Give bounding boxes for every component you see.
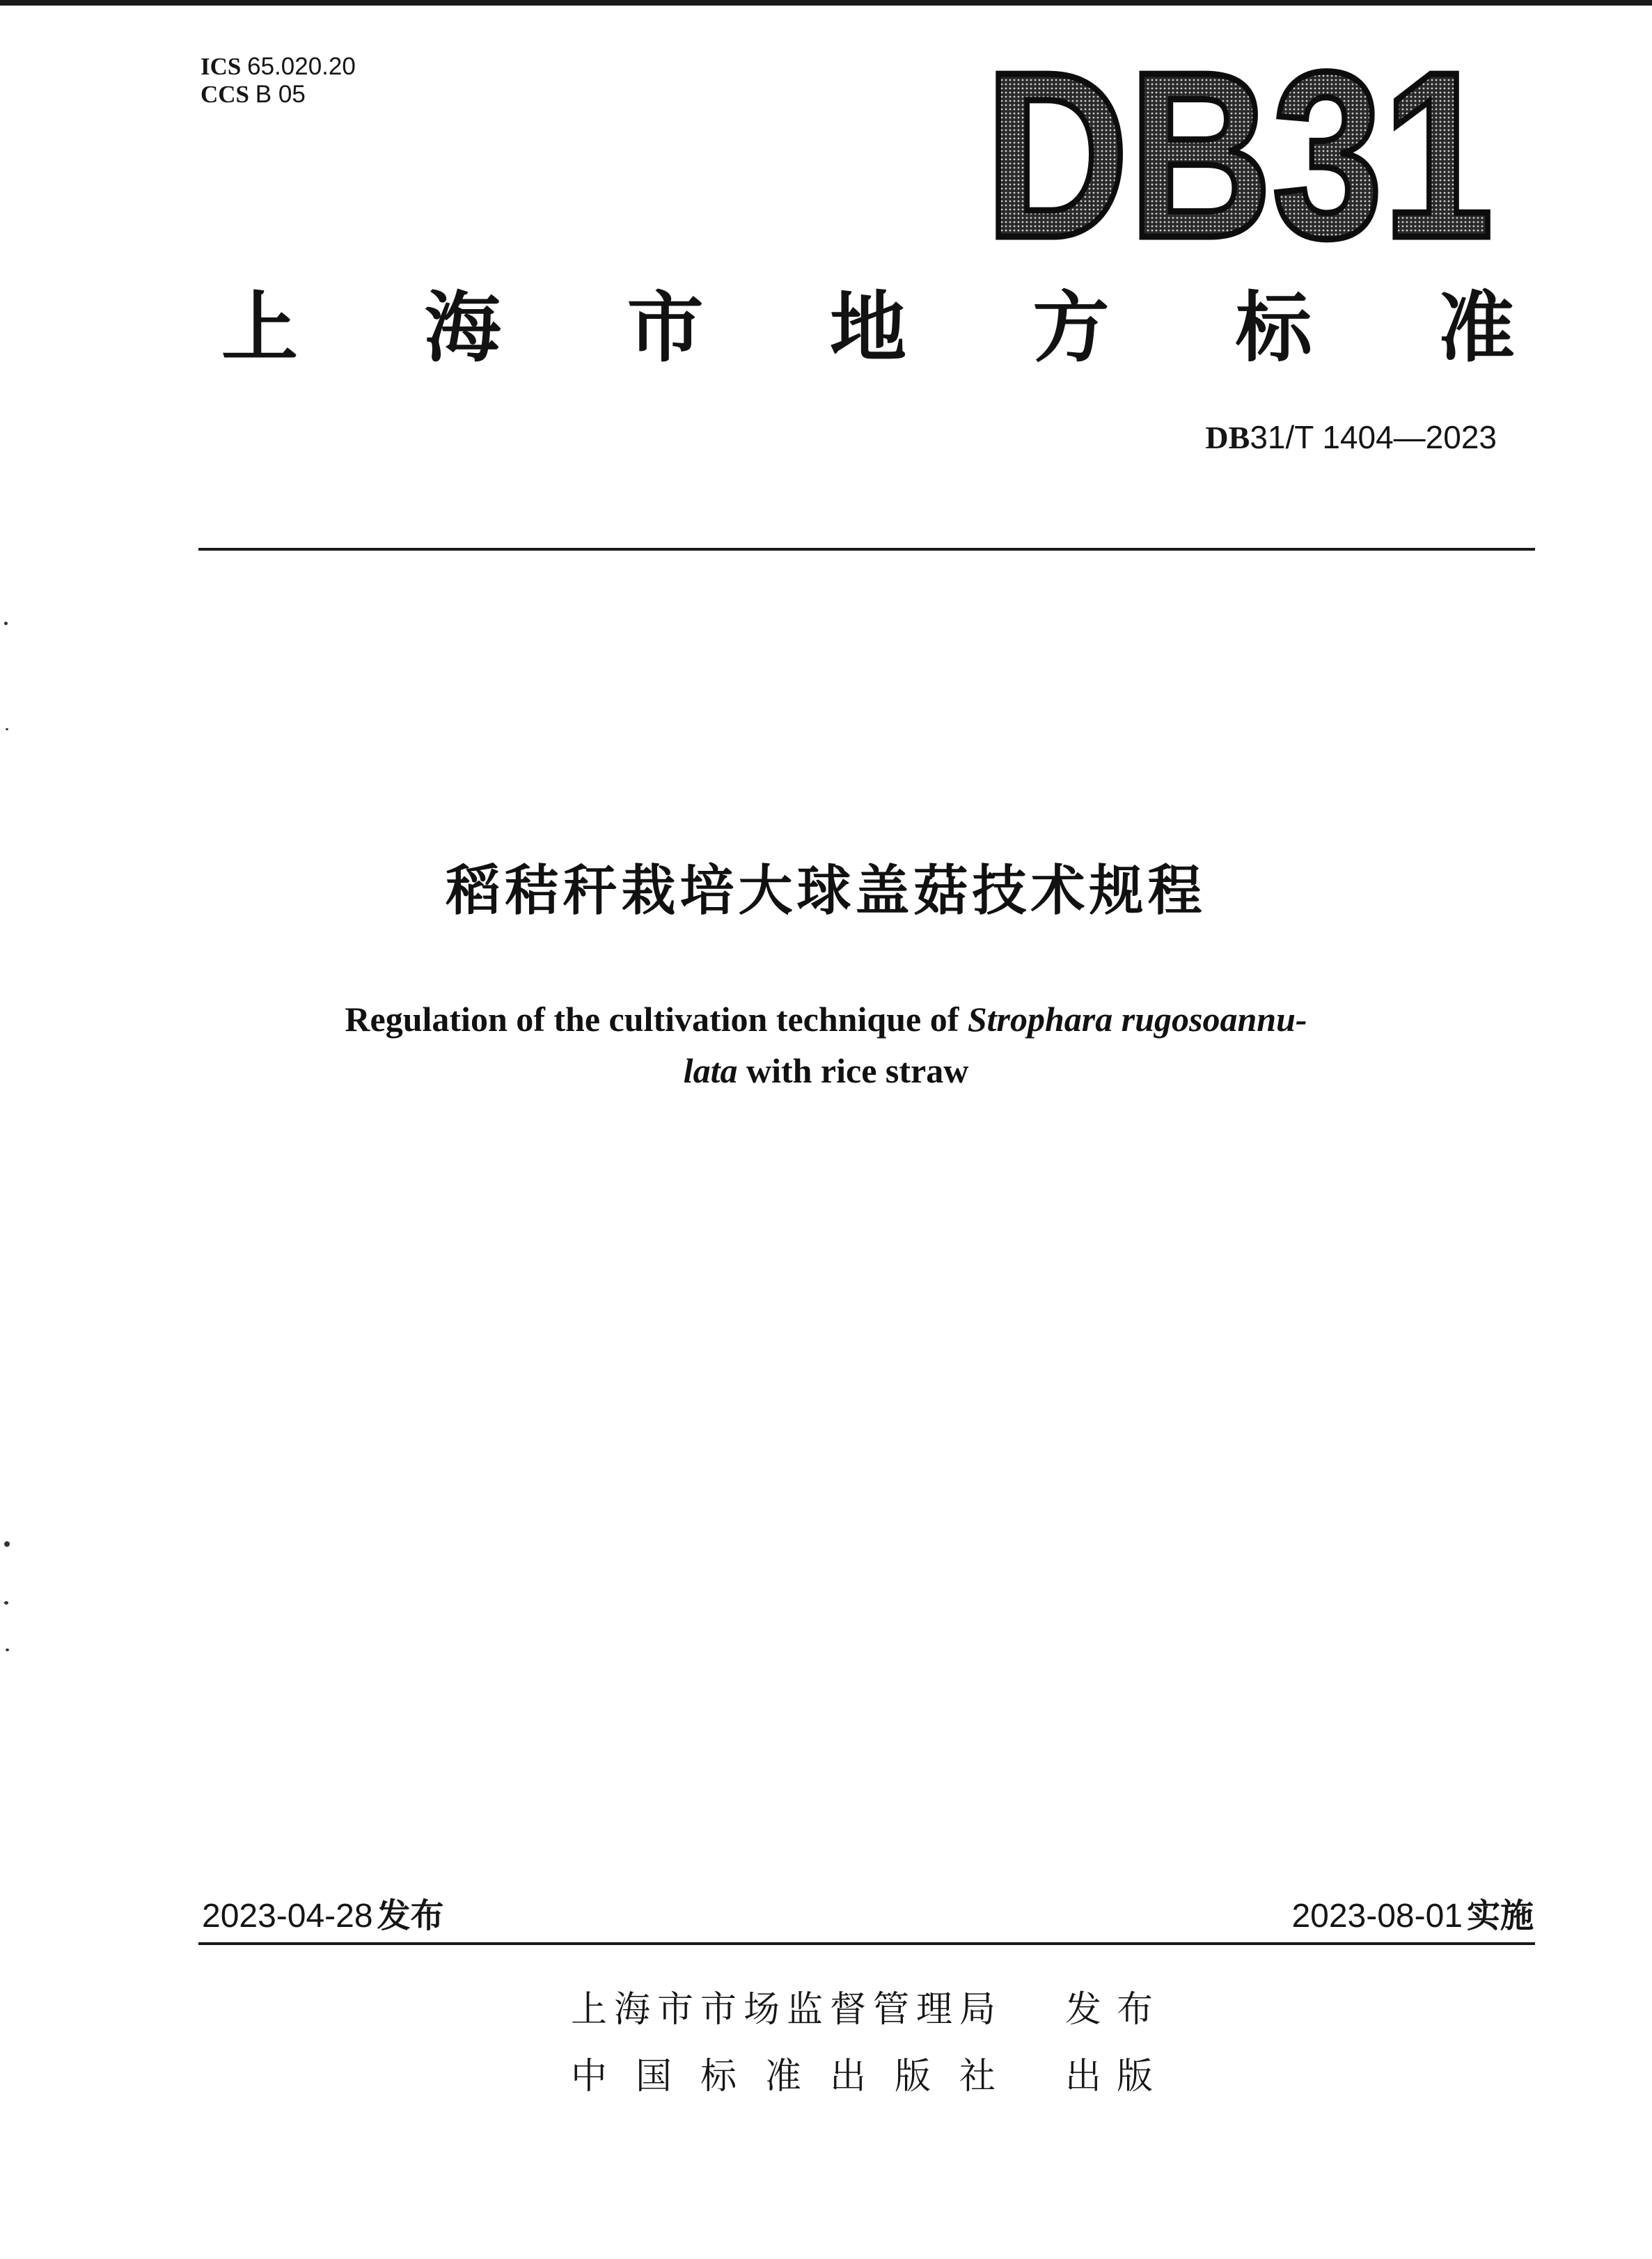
org-title-char: 海 — [424, 283, 501, 372]
publisher-name: 上海市市场监督管理局 — [571, 1989, 996, 2031]
issuing-body-title — [221, 276, 1515, 380]
issue-date-value: 2023-04-28 — [202, 1898, 373, 1935]
scan-speck — [4, 1541, 10, 1547]
implementation-date-label: 实施 — [1466, 1896, 1534, 1935]
implementation-date — [1291, 1895, 1534, 1937]
ics-value: 65.020.20 — [247, 53, 356, 80]
english-title-line-1 — [0, 994, 1652, 1044]
english-title-line-2 — [0, 1046, 1652, 1096]
english-title-text: with rice straw — [737, 1051, 969, 1090]
scan-speck — [4, 1601, 8, 1605]
ics-label: ICS — [200, 53, 242, 80]
org-title-char: 市 — [627, 283, 704, 372]
publisher-row — [571, 1985, 1168, 2034]
scan-speck — [4, 622, 8, 625]
org-title-char: 方 — [1032, 283, 1110, 372]
standard-number-rest: 31/T 1404—2023 — [1250, 419, 1497, 455]
publisher-row — [571, 2052, 1168, 2101]
publisher-role: 发布 — [1065, 1989, 1169, 2031]
scan-speck — [6, 728, 8, 730]
english-title-species: lata — [683, 1051, 738, 1090]
org-title-char: 上 — [221, 283, 298, 372]
publisher-name: 中国标准出版社 — [571, 2056, 996, 2097]
english-title-species: Stropharа rugosoannu- — [967, 1000, 1307, 1039]
bottom-divider — [198, 1942, 1535, 1945]
ccs-value: B 05 — [255, 81, 306, 108]
standard-number — [1205, 418, 1497, 457]
top-divider — [198, 548, 1535, 551]
implementation-date-value: 2023-08-01 — [1291, 1898, 1463, 1935]
standard-number-prefix: DB — [1205, 420, 1250, 455]
org-title-char: 准 — [1438, 283, 1515, 372]
org-title-char: 地 — [829, 283, 906, 372]
ics-code — [200, 53, 356, 81]
issue-date-label: 发布 — [377, 1896, 444, 1935]
ccs-label: CCS — [200, 81, 250, 108]
ccs-code — [200, 81, 306, 109]
issue-date — [202, 1895, 444, 1937]
org-title-char: 标 — [1235, 283, 1312, 372]
publisher-role: 出版 — [1065, 2056, 1169, 2097]
top-border — [0, 0, 1652, 6]
scan-speck — [6, 1648, 9, 1651]
chinese-title: 稻秸秆栽培大球盖菇技术规程 — [446, 860, 1206, 922]
english-title-text: Regulation of the cultivation technique of — [345, 1000, 968, 1039]
db31-logo — [975, 23, 1504, 288]
logo-text: DB31 — [985, 23, 1493, 288]
